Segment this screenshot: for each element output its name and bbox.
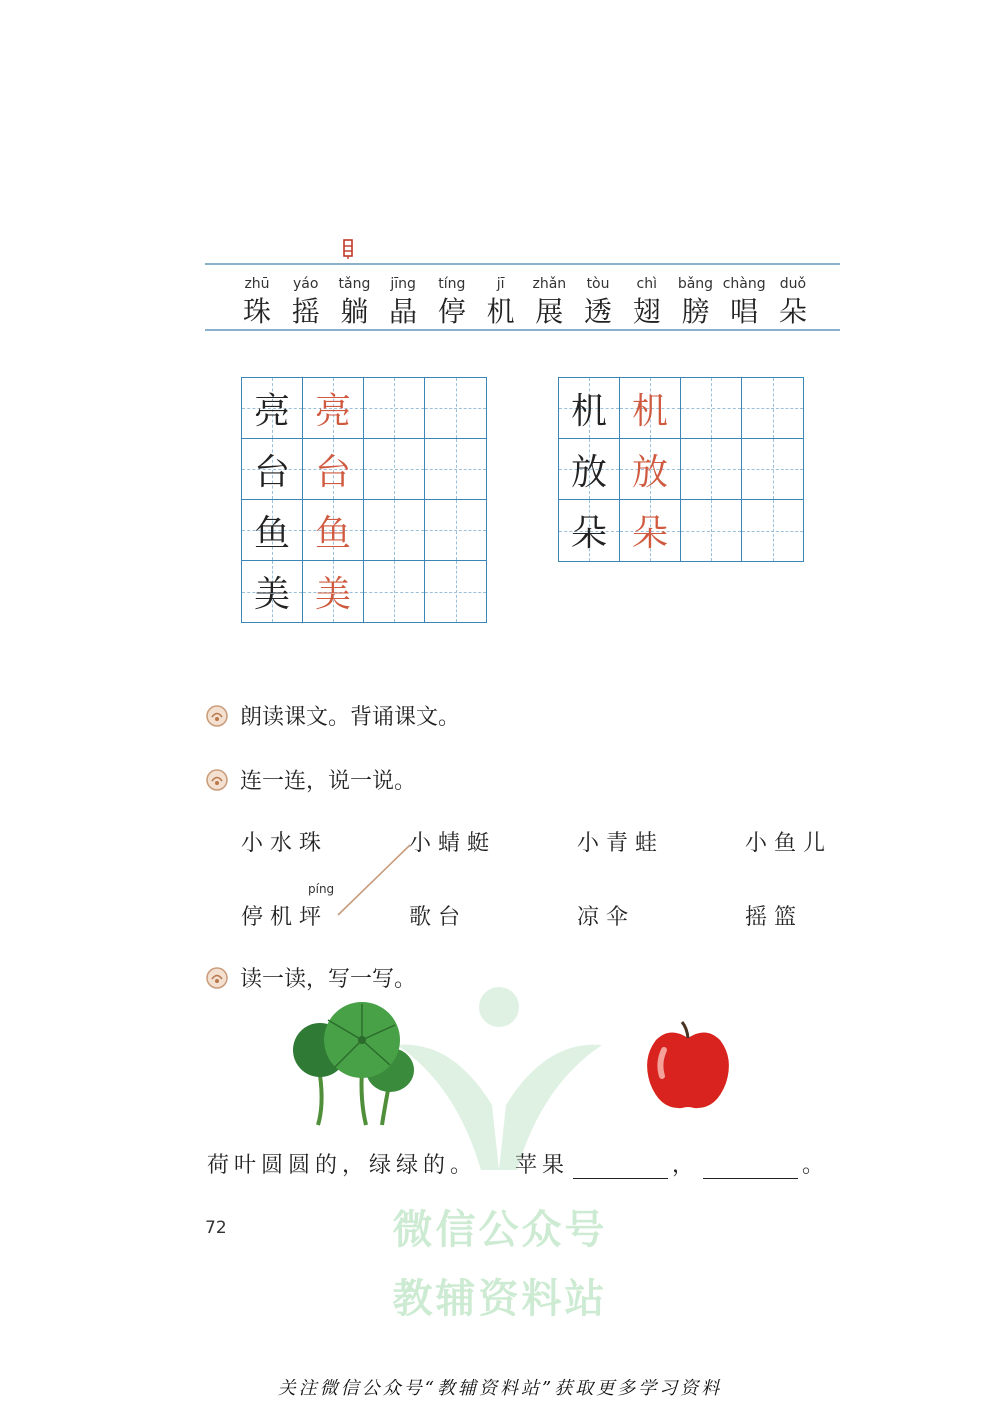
pinyin: bǎng — [677, 276, 714, 292]
pinyin: zhǎn — [532, 276, 567, 292]
hanzi: 摇 — [291, 295, 320, 328]
model-char: 放 — [570, 451, 607, 493]
pinyin-hint: píng — [308, 882, 335, 896]
hanzi: 展 — [535, 295, 564, 328]
watermark-line-2: 教辅资料站 — [392, 1276, 608, 1322]
exercise-text: 朗读课文。背诵课文。 — [240, 705, 461, 730]
model-char-cell — [559, 378, 620, 439]
model-char: 鱼 — [253, 512, 290, 554]
pinyin: zhū — [244, 276, 270, 292]
hanzi: 翅 — [632, 295, 661, 328]
model-char: 亮 — [253, 390, 290, 432]
trace-char-cell — [303, 561, 364, 622]
hanzi: 机 — [486, 295, 515, 328]
practice-cell — [681, 378, 742, 439]
pinyin: jīng — [390, 276, 416, 292]
trace-char-cell — [303, 378, 364, 439]
watermark-line-1: 微信公众号 — [392, 1207, 608, 1253]
model-char-cell — [559, 439, 620, 500]
apple-icon — [642, 1018, 734, 1113]
trace-char: 亮 — [314, 390, 351, 432]
sentence-prompt: 苹果 — [515, 1153, 570, 1178]
model-char: 台 — [253, 451, 290, 493]
recognize-chars-icon — [340, 238, 356, 260]
hanzi: 晶 — [389, 295, 418, 328]
trace-char: 鱼 — [314, 512, 351, 554]
trace-char: 朵 — [631, 513, 668, 554]
practice-cell — [681, 500, 742, 561]
trace-char: 美 — [314, 574, 351, 615]
exercise-bullet-icon — [206, 705, 228, 727]
sentence-example: 荷叶圆圆的，绿绿的。 — [207, 1153, 478, 1178]
page-number: 72 — [205, 1218, 227, 1238]
match-item[interactable]: 歌台 — [409, 905, 468, 930]
match-item[interactable]: 小青蛙 — [577, 831, 665, 856]
model-char-cell — [242, 439, 303, 500]
model-char-cell — [559, 500, 620, 561]
sentence-row — [207, 1148, 829, 1179]
hanzi: 朵 — [778, 295, 807, 328]
pinyin: tíng — [438, 276, 466, 292]
exercise-bullet-icon — [206, 769, 228, 791]
answer-blank-1[interactable] — [573, 1156, 668, 1179]
exercise-read-write — [206, 962, 416, 993]
exercise-bullet-icon — [206, 967, 228, 989]
practice-cell — [364, 500, 425, 561]
pinyin: chì — [636, 276, 657, 292]
practice-cell — [742, 500, 803, 561]
trace-char-cell — [620, 500, 681, 561]
trace-char: 台 — [314, 451, 351, 493]
trace-char: 机 — [631, 390, 668, 432]
writing-grid-right — [558, 377, 804, 562]
match-item[interactable]: 凉伞 — [577, 905, 636, 930]
model-char: 美 — [253, 574, 290, 615]
hanzi-row — [235, 290, 815, 330]
practice-cell — [681, 439, 742, 500]
trace-char: 放 — [631, 451, 668, 493]
hanzi: 停 — [437, 295, 466, 328]
footer-note: 关注微信公众号“教辅资料站”获取更多学习资料 — [277, 1378, 723, 1399]
sentence-comma: ， — [672, 1153, 700, 1178]
hanzi: 膀 — [681, 295, 710, 328]
sentence-period: 。 — [802, 1153, 830, 1178]
practice-cell — [364, 561, 425, 622]
pinyin: chàng — [722, 276, 766, 292]
model-char-cell — [242, 500, 303, 561]
trace-char-cell — [303, 500, 364, 561]
hanzi: 躺 — [340, 295, 369, 328]
practice-cell — [425, 439, 486, 500]
model-char-cell — [242, 561, 303, 622]
match-example-line — [330, 840, 420, 920]
writing-grid-left — [241, 377, 487, 623]
trace-char-cell — [620, 378, 681, 439]
practice-cell — [425, 378, 486, 439]
practice-cell — [425, 561, 486, 622]
practice-cell — [742, 439, 803, 500]
exercise-match — [206, 764, 416, 795]
practice-cell — [364, 439, 425, 500]
exercise-read-recite — [206, 700, 460, 731]
match-item[interactable]: 摇篮 — [745, 905, 804, 930]
exercise-text: 连一连，说一说。 — [240, 769, 417, 794]
band-top-line — [205, 263, 840, 265]
trace-char-cell — [620, 439, 681, 500]
practice-cell — [364, 378, 425, 439]
match-item[interactable]: 小鱼儿 — [745, 831, 833, 856]
lotus-leaf-icon — [290, 995, 425, 1130]
hanzi: 唱 — [730, 295, 759, 328]
pinyin: tǎng — [338, 276, 371, 292]
hanzi: 珠 — [242, 295, 271, 328]
answer-blank-2[interactable] — [703, 1156, 798, 1179]
match-item[interactable]: 小蜻蜓 — [409, 831, 497, 856]
match-item[interactable]: 停机坪 — [241, 905, 329, 930]
match-item[interactable]: 小水珠 — [241, 831, 329, 856]
model-char: 机 — [570, 390, 607, 432]
pinyin: duǒ — [779, 276, 807, 292]
practice-cell — [425, 500, 486, 561]
practice-cell — [742, 378, 803, 439]
exercise-text: 读一读，写一写。 — [240, 967, 417, 992]
pinyin: tòu — [586, 276, 610, 292]
trace-char-cell — [303, 439, 364, 500]
model-char: 朵 — [570, 513, 607, 554]
hanzi: 透 — [584, 295, 613, 328]
pinyin: yáo — [293, 276, 319, 292]
model-char-cell — [242, 378, 303, 439]
pinyin: jī — [496, 276, 505, 292]
